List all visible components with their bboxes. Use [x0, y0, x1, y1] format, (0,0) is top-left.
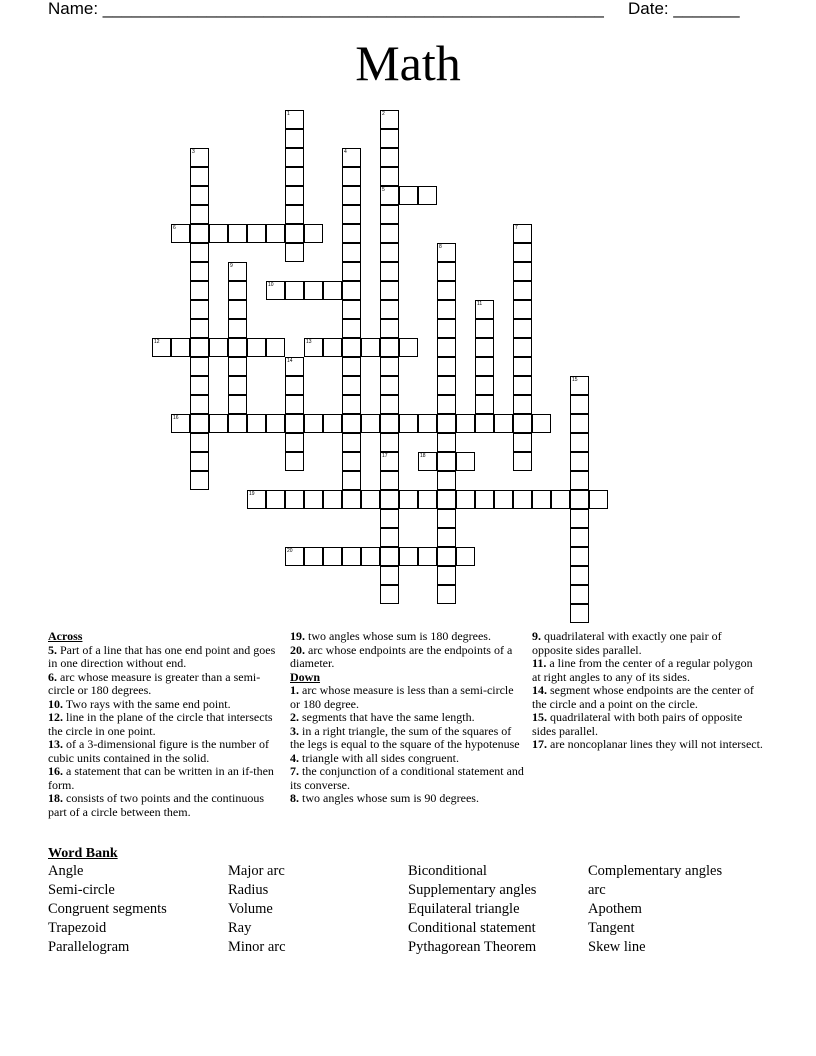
crossword-cell[interactable]: [323, 338, 342, 357]
crossword-cell[interactable]: [285, 167, 304, 186]
clue: 4. triangle with all sides congruent.: [290, 750, 459, 765]
crossword-cell[interactable]: [437, 452, 456, 471]
word-bank-item: Conditional statement: [408, 920, 536, 936]
crossword-cell[interactable]: [152, 338, 171, 357]
crossword-cell[interactable]: [475, 414, 494, 433]
crossword-cell[interactable]: [285, 414, 304, 433]
crossword-cell[interactable]: [475, 357, 494, 376]
crossword-cell[interactable]: [437, 357, 456, 376]
crossword-cell[interactable]: [437, 566, 456, 585]
crossword-cell[interactable]: [285, 224, 304, 243]
crossword-cell[interactable]: [437, 243, 456, 262]
crossword-cell[interactable]: [437, 433, 456, 452]
clue-number: 8: [439, 244, 442, 250]
crossword-cell[interactable]: [475, 376, 494, 395]
crossword-cell[interactable]: [266, 338, 285, 357]
crossword-cell[interactable]: [285, 243, 304, 262]
clue: 1. arc whose measure is less than a semi-circle or 180 degree.: [290, 683, 514, 711]
crossword-cell[interactable]: [513, 300, 532, 319]
page-title: Math: [355, 35, 461, 91]
crossword-cell[interactable]: [380, 471, 399, 490]
crossword-cell[interactable]: [570, 395, 589, 414]
crossword-cell[interactable]: [380, 319, 399, 338]
crossword-cell[interactable]: [513, 281, 532, 300]
crossword-cell[interactable]: [342, 490, 361, 509]
crossword-cell[interactable]: [380, 395, 399, 414]
crossword-cell[interactable]: [437, 281, 456, 300]
crossword-cell[interactable]: [323, 281, 342, 300]
crossword-cell[interactable]: [323, 414, 342, 433]
clues-column-1: [48, 630, 276, 819]
crossword-cell[interactable]: [304, 281, 323, 300]
crossword-cell[interactable]: [361, 414, 380, 433]
crossword-cell[interactable]: [513, 357, 532, 376]
across-heading: Across: [48, 629, 83, 643]
crossword-cell[interactable]: [342, 224, 361, 243]
word-bank-item: Volume: [228, 901, 273, 917]
crossword-cell[interactable]: [513, 224, 532, 243]
crossword-cell[interactable]: [190, 357, 209, 376]
crossword-cell[interactable]: [304, 224, 323, 243]
crossword-cell[interactable]: [437, 319, 456, 338]
crossword-cell[interactable]: [285, 547, 304, 566]
crossword-cell[interactable]: [285, 205, 304, 224]
crossword-cell[interactable]: [190, 243, 209, 262]
crossword-cell[interactable]: [513, 319, 532, 338]
crossword-cell[interactable]: [171, 414, 190, 433]
clue-number: 16: [173, 415, 179, 421]
crossword-cell[interactable]: [437, 414, 456, 433]
crossword-cell[interactable]: [285, 433, 304, 452]
crossword-cell[interactable]: [380, 224, 399, 243]
crossword-cell[interactable]: [570, 376, 589, 395]
crossword-cell[interactable]: [304, 490, 323, 509]
crossword-cell[interactable]: [456, 414, 475, 433]
crossword-cell[interactable]: [209, 338, 228, 357]
word-bank-item: Pythagorean Theorem: [408, 939, 537, 955]
crossword-cell[interactable]: [190, 376, 209, 395]
clue-number: 15: [572, 377, 578, 383]
crossword-cell[interactable]: [285, 357, 304, 376]
clues-column-2: [290, 630, 526, 806]
crossword-cell[interactable]: [418, 414, 437, 433]
clue-number: 20: [287, 548, 293, 554]
crossword-cell[interactable]: [190, 433, 209, 452]
crossword-cell[interactable]: [380, 357, 399, 376]
clue-number: 3: [192, 149, 195, 155]
crossword-cell[interactable]: [437, 262, 456, 281]
crossword-cell[interactable]: [456, 452, 475, 471]
crossword-cell[interactable]: [190, 262, 209, 281]
crossword-cell[interactable]: [399, 414, 418, 433]
crossword-cell[interactable]: [247, 414, 266, 433]
crossword-cell[interactable]: [380, 186, 399, 205]
clue-number: 12: [154, 339, 160, 345]
crossword-cell[interactable]: [437, 338, 456, 357]
crossword-cell[interactable]: [570, 547, 589, 566]
crossword-cell[interactable]: [228, 357, 247, 376]
crossword-cell[interactable]: [475, 319, 494, 338]
crossword-cell[interactable]: [285, 395, 304, 414]
clue-number: 5: [382, 187, 385, 193]
word-bank-item: Biconditional: [408, 863, 487, 879]
crossword-cell[interactable]: [570, 604, 589, 623]
clue-number: 19: [249, 491, 255, 497]
crossword-cell[interactable]: [437, 300, 456, 319]
crossword-cell[interactable]: [513, 395, 532, 414]
crossword-cell[interactable]: [285, 281, 304, 300]
crossword-cell[interactable]: [323, 490, 342, 509]
crossword-cell[interactable]: [475, 338, 494, 357]
crossword-cell[interactable]: [342, 281, 361, 300]
clue: 2. segments that have the same length.: [290, 710, 475, 724]
word-bank-item: Congruent segments: [48, 901, 167, 917]
crossword-cell[interactable]: [418, 452, 437, 471]
word-bank-item: Equilateral triangle: [408, 901, 520, 917]
clues-column-3: [532, 630, 764, 752]
crossword-cell[interactable]: [171, 338, 190, 357]
crossword-cell[interactable]: [228, 395, 247, 414]
crossword-cell[interactable]: [190, 414, 209, 433]
crossword-cell[interactable]: [570, 414, 589, 433]
clue: 8. two angles whose sum is 90 degrees.: [290, 791, 479, 805]
crossword-cell[interactable]: [418, 490, 437, 509]
crossword-cell[interactable]: [475, 395, 494, 414]
crossword-cell[interactable]: [247, 338, 266, 357]
crossword-cell[interactable]: [437, 395, 456, 414]
crossword-cell[interactable]: [380, 110, 399, 129]
crossword-cell[interactable]: [513, 452, 532, 471]
crossword-cell[interactable]: [342, 547, 361, 566]
crossword-cell[interactable]: [380, 490, 399, 509]
crossword-cell[interactable]: [380, 376, 399, 395]
crossword-cell[interactable]: [342, 357, 361, 376]
word-bank-item: Radius: [228, 882, 269, 898]
crossword-cell[interactable]: [513, 414, 532, 433]
crossword-cell[interactable]: [380, 281, 399, 300]
crossword-cell[interactable]: [190, 300, 209, 319]
crossword-cell[interactable]: [380, 414, 399, 433]
crossword-cell[interactable]: [342, 319, 361, 338]
word-bank-item: Complementary angles: [588, 863, 723, 879]
crossword-cell[interactable]: [228, 376, 247, 395]
crossword-cell[interactable]: [228, 262, 247, 281]
word-bank-item: Parallelogram: [48, 939, 130, 955]
word-bank-item: Apothem: [588, 901, 642, 917]
crossword-cell[interactable]: [190, 205, 209, 224]
crossword-cell[interactable]: [285, 376, 304, 395]
crossword-cell[interactable]: [190, 186, 209, 205]
clue-number: 9: [230, 263, 233, 269]
crossword-cell[interactable]: [209, 414, 228, 433]
crossword-cell[interactable]: [190, 281, 209, 300]
crossword-cell[interactable]: [380, 300, 399, 319]
crossword-cell[interactable]: [513, 262, 532, 281]
crossword-cell[interactable]: [228, 300, 247, 319]
name-line: Name: _____________________________________________________: [48, 0, 604, 18]
crossword-cell[interactable]: [342, 471, 361, 490]
crossword-cell[interactable]: [361, 338, 380, 357]
crossword-cell[interactable]: [361, 490, 380, 509]
crossword-cell[interactable]: [380, 585, 399, 604]
clue: 12. line in the plane of the circle that intersects the circle in one point.: [48, 710, 273, 738]
crossword-cell[interactable]: [190, 224, 209, 243]
crossword-cell[interactable]: [513, 433, 532, 452]
crossword-cell[interactable]: [513, 243, 532, 262]
crossword-cell[interactable]: [532, 414, 551, 433]
clue: 18. consists of two points and the continuous part of a circle between them.: [48, 791, 264, 819]
word-bank-item: Tangent: [588, 920, 635, 936]
crossword-cell[interactable]: [399, 490, 418, 509]
crossword-cell[interactable]: [190, 148, 209, 167]
crossword-cell[interactable]: [342, 452, 361, 471]
crossword-cell[interactable]: [513, 376, 532, 395]
crossword-cell[interactable]: [285, 110, 304, 129]
crossword-cell[interactable]: [380, 547, 399, 566]
crossword-cell[interactable]: [380, 528, 399, 547]
crossword-cell[interactable]: [361, 547, 380, 566]
crossword-cell[interactable]: [380, 338, 399, 357]
crossword-cell[interactable]: [513, 338, 532, 357]
crossword-cell[interactable]: [570, 528, 589, 547]
crossword-cell[interactable]: [266, 281, 285, 300]
crossword-cell[interactable]: [342, 338, 361, 357]
word-bank-item: Semi-circle: [48, 882, 115, 898]
clue-number: 14: [287, 358, 293, 364]
crossword-cell[interactable]: [437, 585, 456, 604]
crossword-cell[interactable]: [437, 547, 456, 566]
crossword-cell[interactable]: [380, 433, 399, 452]
clue: 17. are noncoplanar lines they will not intersect.: [532, 737, 763, 751]
crossword-cell[interactable]: [190, 395, 209, 414]
crossword-cell[interactable]: [380, 205, 399, 224]
crossword-cell[interactable]: [228, 338, 247, 357]
clue: 11. a line from the center of a regular polygon at right angles to any of its sides.: [532, 656, 753, 684]
crossword-cell[interactable]: [247, 224, 266, 243]
crossword-cell[interactable]: [570, 585, 589, 604]
date-line: Date: _______: [628, 0, 740, 18]
crossword-cell[interactable]: [570, 433, 589, 452]
crossword-cell[interactable]: [399, 547, 418, 566]
clue-number: 1: [287, 111, 290, 117]
word-bank-item: Angle: [48, 863, 84, 879]
crossword-cell[interactable]: [380, 509, 399, 528]
clue: 5. Part of a line that has one end point and goes in one direction without end.: [48, 642, 276, 670]
crossword-cell[interactable]: [247, 490, 266, 509]
crossword-cell[interactable]: [304, 338, 323, 357]
crossword-cell[interactable]: [342, 167, 361, 186]
crossword-cell[interactable]: [285, 490, 304, 509]
crossword-cell[interactable]: [342, 414, 361, 433]
clue-number: 18: [420, 453, 426, 459]
crossword-cell[interactable]: [418, 186, 437, 205]
word-bank-item: Trapezoid: [48, 920, 107, 936]
crossword-cell[interactable]: [399, 186, 418, 205]
crossword-cell[interactable]: [342, 433, 361, 452]
crossword-cell[interactable]: [190, 471, 209, 490]
crossword-cell[interactable]: [228, 319, 247, 338]
crossword-cell[interactable]: [475, 300, 494, 319]
down-heading: Down: [290, 669, 321, 684]
crossword-cell[interactable]: [380, 167, 399, 186]
crossword-cell[interactable]: [380, 148, 399, 167]
crossword-cell[interactable]: [266, 224, 285, 243]
crossword-cell[interactable]: [437, 376, 456, 395]
crossword-cell[interactable]: [570, 566, 589, 585]
crossword-cell[interactable]: [456, 490, 475, 509]
crossword-cell[interactable]: [437, 490, 456, 509]
clue-number: 17: [382, 453, 388, 459]
crossword-cell[interactable]: [342, 186, 361, 205]
crossword-cell[interactable]: [551, 490, 570, 509]
crossword-cell[interactable]: [418, 547, 437, 566]
clue-number: 11: [477, 301, 483, 307]
crossword-cell[interactable]: [285, 148, 304, 167]
clue-number: 4: [344, 149, 347, 155]
crossword-cell[interactable]: [570, 471, 589, 490]
crossword-cell[interactable]: [209, 224, 228, 243]
clue: 13. of a 3-dimensional figure is the number of cubic units contained in the solid.: [48, 737, 269, 765]
crossword-cell[interactable]: [342, 262, 361, 281]
clue: 19. two angles whose sum is 180 degrees.: [290, 629, 491, 643]
crossword-cell[interactable]: [190, 319, 209, 338]
crossword-cell[interactable]: [285, 129, 304, 148]
clue: 6. arc whose measure is greater than a semi-circle or 180 degrees.: [48, 669, 261, 697]
crossword-cell[interactable]: [266, 414, 285, 433]
word-bank-item: Supplementary angles: [408, 882, 537, 898]
word-bank-item: arc: [588, 882, 606, 898]
clue: 10. Two rays with the same end point.: [48, 696, 231, 711]
crossword-cell[interactable]: [323, 547, 342, 566]
crossword-cell[interactable]: [380, 262, 399, 281]
crossword-cell[interactable]: [494, 490, 513, 509]
clue-number: 6: [173, 225, 176, 231]
crossword-cell[interactable]: [570, 509, 589, 528]
clue: 16. a statement that can be written in an if-then form.: [48, 764, 274, 792]
crossword-cell[interactable]: [342, 243, 361, 262]
crossword-cell[interactable]: [342, 300, 361, 319]
crossword-cell[interactable]: [494, 414, 513, 433]
crossword-cell[interactable]: [285, 452, 304, 471]
crossword-cell[interactable]: [437, 528, 456, 547]
crossword-cell[interactable]: [266, 490, 285, 509]
crossword-cell[interactable]: [570, 452, 589, 471]
crossword-cell[interactable]: [228, 281, 247, 300]
crossword-cell[interactable]: [342, 395, 361, 414]
crossword-cell[interactable]: [171, 224, 190, 243]
crossword-cell[interactable]: [190, 338, 209, 357]
word-bank-item: Major arc: [228, 863, 285, 879]
word-bank-item: Skew line: [588, 939, 646, 955]
crossword-cell[interactable]: [456, 547, 475, 566]
crossword-cell[interactable]: [380, 452, 399, 471]
crossword-cell[interactable]: [380, 243, 399, 262]
crossword-cell[interactable]: [570, 490, 589, 509]
crossword-cell[interactable]: [228, 224, 247, 243]
crossword-cell[interactable]: [342, 376, 361, 395]
crossword-cell[interactable]: [190, 167, 209, 186]
crossword-cell[interactable]: [304, 547, 323, 566]
crossword-cell[interactable]: [285, 186, 304, 205]
crossword-cell[interactable]: [380, 566, 399, 585]
crossword-cell[interactable]: [437, 509, 456, 528]
word-bank-title: Word Bank: [48, 846, 118, 861]
clue: 15. quadrilateral with both pairs of opposite sides parallel.: [532, 710, 743, 738]
crossword-cell[interactable]: [399, 338, 418, 357]
clue: 3. in a right triangle, the sum of the squares of the legs is equal to the square of the hypotenuse: [290, 723, 520, 751]
crossword-cell[interactable]: [532, 490, 551, 509]
crossword-cell[interactable]: [437, 471, 456, 490]
clue-number: 13: [306, 339, 312, 345]
clue: 20. arc whose endpoints are the endpoints of a diameter.: [290, 642, 513, 670]
crossword-cell[interactable]: [342, 148, 361, 167]
clue: 9. quadrilateral with exactly one pair of opposite sides parallel.: [532, 629, 722, 657]
crossword-cell[interactable]: [190, 452, 209, 471]
clue-number: 10: [268, 282, 274, 288]
crossword-cell[interactable]: [342, 205, 361, 224]
clue: 7. the conjunction of a conditional statement and its converse.: [290, 764, 524, 792]
clue-number: 7: [515, 225, 518, 231]
crossword-cell[interactable]: [589, 490, 608, 509]
clue: 14. segment whose endpoints are the center of the circle and a point on the circle.: [532, 683, 754, 711]
crossword-cell[interactable]: [304, 414, 323, 433]
crossword-cell[interactable]: [513, 490, 532, 509]
crossword-cell[interactable]: [475, 490, 494, 509]
crossword-cell[interactable]: [228, 414, 247, 433]
word-bank-item: Minor arc: [228, 939, 286, 955]
crossword-cell[interactable]: [380, 129, 399, 148]
clue-number: 2: [382, 111, 385, 117]
word-bank-item: Ray: [228, 920, 252, 936]
